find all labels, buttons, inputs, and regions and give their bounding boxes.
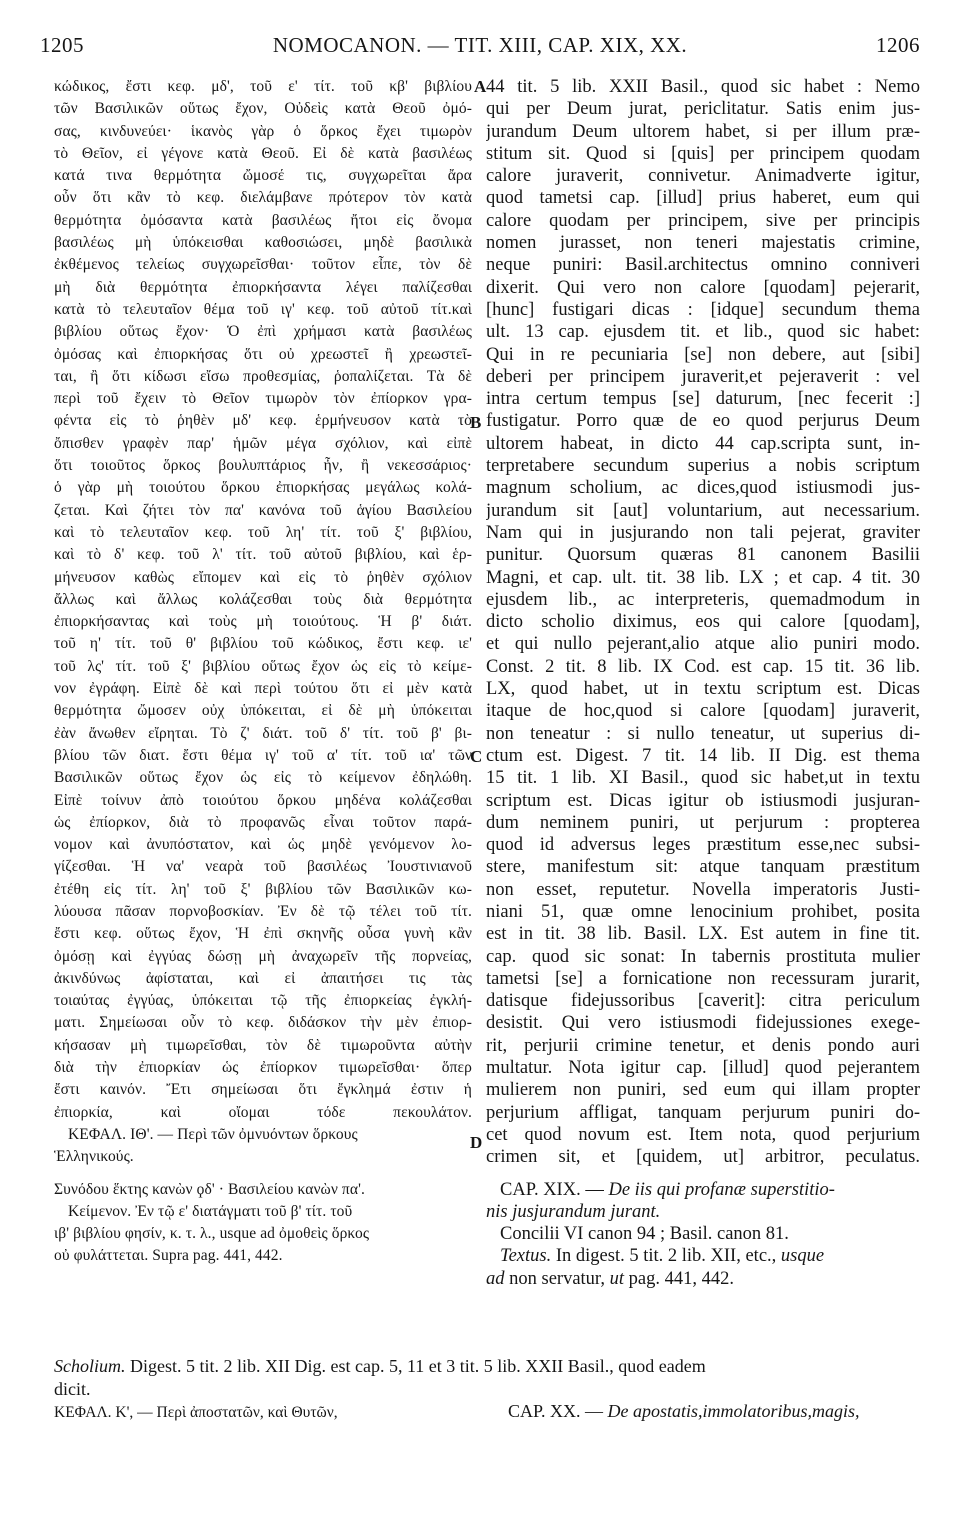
latin-text-line: dixerit. Qui vero non calore [quodam] pejerarit, xyxy=(486,277,920,298)
latin-text-line: fustigatur. Porro quæ de eo quod perjurus Deum xyxy=(486,411,920,432)
greek-cap-xx-heading: ΚΕΦΑΛ. Κ', — Περὶ ἀποστατῶν, καὶ Θυτῶν, xyxy=(54,1404,338,1421)
latin-text-line: itaque de hoc,quod si calore [quodam] juraverit, xyxy=(486,701,920,722)
greek-text-line: ἐπιορκήσαντας καὶ τοὺς μὴ τοιούτους. Ἡ β' διάτ. xyxy=(54,613,472,631)
latin-text-line: 44 tit. 5 lib. XXII Basil., quod sic habet : Nemo xyxy=(486,77,920,97)
ad-word: ad xyxy=(486,1268,510,1289)
greek-text-line: ἔστι καινόν. Ἔτι σημείωσαι ὅτι ἔγκλημά ἐστιν ἡ xyxy=(54,1081,472,1099)
scholium-line xyxy=(54,1355,920,1378)
greek-text-line: ἀκινδύνως ἀφίσταται, καὶ εἰ ἀπαιτήσει τις τὰς xyxy=(54,969,472,987)
greek-text-line: ἐπιορκία, καὶ οἴομαι τόδε πεκουλάτον. xyxy=(54,1103,472,1121)
greek-text-line: λύουσα πᾶσαν πορνοβοσκίαν. Ἐν δὲ τῷ τέλει τοῦ τίτ. xyxy=(54,902,472,920)
greek-text-line: ὄπισθεν γραφὲν παρ' ἡμῶν μέγα σχόλιον, καὶ εἰπὲ xyxy=(54,434,472,452)
latin-text-line: cap. quod sic sonat: In tabernis prostituta mulier xyxy=(486,946,920,967)
latin-text-line: intra certum tempus [se] daturum, [nec fecerit :] xyxy=(486,389,920,410)
greek-chapter-heading: Ἑλληνικούς. xyxy=(54,1148,134,1166)
latin-text-line: rit, perjurii crimine tenetur, et denis pondo auri xyxy=(486,1035,920,1056)
greek-text-line: ὅτι τοιοῦτος ὅρκος βουλυπτάριος ἦν, ἢ νεκεσσάριος· xyxy=(54,457,472,475)
greek-text-line: ἐκθέμενος τελείως συγχωρεῖσθαι· τοῦτον εἶπε, τὸν δὲ xyxy=(54,256,472,274)
margin-marker-c: C xyxy=(470,747,483,766)
greek-text-line: ἔστι κεφ. οὕτως ἔχον, Ἡ ἐπὶ σκηνῆς οὖσα γυνὴ κἂν xyxy=(54,925,472,943)
latin-text-line: ultorem habeat, in dicto 44 cap.scripta sunt, in- xyxy=(486,433,920,454)
greek-text-line: περὶ τοῦ ἔχειν τὸ Θεῖον τιμωρὸν τὸν ἐπίορκον γρα- xyxy=(54,390,472,408)
latin-text-line: Magni, et cap. ult. tit. 38 lib. LX ; et cap. 4 tit. 30 xyxy=(486,567,920,588)
greek-text-line: νομον καὶ ἀνυπόστατον, καὶ ὡς μηδὲ γενόμενον λο- xyxy=(54,836,472,854)
ut-word: ut xyxy=(609,1268,629,1289)
latin-text-line: terpretabere secundum superius a nobis scriptum xyxy=(486,456,920,477)
latin-text-line: multatur. Nota igitur cap. [illud] quod pejerantem xyxy=(486,1058,920,1079)
latin-text-line: cet quod novum est. Item nota, quod perjurium xyxy=(486,1124,920,1145)
latin-text-line: datisque fidejussoribus [caverit]: citra periculum xyxy=(486,991,920,1012)
cap-xx-heading-line xyxy=(54,1400,920,1423)
latin-text-line: nomen jurasset, non teneri majestatis crimine, xyxy=(486,233,920,254)
margin-marker-d: D xyxy=(470,1133,483,1152)
textus-ref: In digest. 5 tit. 2 lib. XII, etc., xyxy=(555,1246,781,1267)
greek-text-line: τοῦ η' τίτ. τοῦ θ' βιβλίου τοῦ κώδικος, ἔστι κεφ. ιε' xyxy=(54,635,472,653)
usque-word: usque xyxy=(780,1246,825,1267)
latin-text-line: et qui nullo pejerant,alio atque alio puniri modo. xyxy=(486,634,920,655)
latin-text-line: scriptum est. Dicas igitur ob istiusmodi jusjuran- xyxy=(486,790,920,811)
latin-text-line: LX, quod habet, ut in textu scriptum est. Dicas xyxy=(486,679,920,700)
latin-text-line: magnum scholium, ac dices,quod istiusmodi jus- xyxy=(486,478,920,499)
latin-text-line: quod id adversus leges præstitum esse,nec subsi- xyxy=(486,835,920,856)
latin-chapter-title-part: nis jusjurandum jurant. xyxy=(486,1201,661,1222)
greek-text-line: θερμότητα ὀμόσαντα κατὰ βασιλέως ἤτοι εἰς ὄνομα xyxy=(54,211,472,229)
non-servatur: non servatur, xyxy=(509,1268,610,1289)
latin-text-line: Nam qui in jusjurando non tali pejerat, graviter xyxy=(486,522,920,543)
greek-text-line: τὸ Θεῖον, εἰ γέγονε κατὰ Θεοῦ. Εἰ δὲ κατὰ βασιλέως xyxy=(54,144,472,162)
greek-text-line: ζεται. Καὶ ζήτει τὸν πα' κανόνα τοῦ ἁγίου Βασιλείου xyxy=(54,501,472,519)
greek-text-line: οὖν ὅτι κἂν τὸ κεφ. διελάμβανε πρότερον τὸν κατὰ xyxy=(54,189,472,207)
latin-chapter-title-cont xyxy=(486,1201,920,1223)
page-title: NOMOCANON. — TIT. XIII, CAP. XIX, XX. xyxy=(272,33,688,57)
greek-text-line: νον ἐγράφη. Εἰπὲ δὲ καὶ περὶ τούτου ὅτι εἰ μὲν κατὰ xyxy=(54,680,472,698)
scholium-dicit: dicit. xyxy=(54,1378,91,1399)
latin-cap-xx-heading xyxy=(508,1400,860,1423)
latin-text-line: punitur. Quorsum quæras 81 canonem Basilii xyxy=(486,545,920,566)
greek-text-line: Βασιλικῶν οὕτως ἔχον ὡς εἰς τὸ κείμενον ἐδηλώθη. xyxy=(54,769,472,787)
latin-textus-line xyxy=(486,1245,920,1267)
latin-text-column xyxy=(486,76,920,1290)
greek-text-line: μὴ διὰ θερμότητα ἐπιορκήσαντα λέγει παλίζεσθαι xyxy=(54,278,472,296)
latin-text-line: jurandum sit [aut] voluntarium, aut necessarium. xyxy=(486,500,920,521)
greek-text-line: τοῦ λς' τίτ. τοῦ ξ' βιβλίου οὕτως ἔχον ὡς εἰς τὸ κείμε- xyxy=(54,657,472,675)
latin-text-line: ult. 13 cap. ejusdem tit. et lib., quod sic habet: xyxy=(486,322,920,343)
latin-text-line: est in tit. 38 lib. Basil. LX. Est autem in fine tit. xyxy=(486,924,920,945)
latin-text-line: stitum sit. Quod si [quis] per principem quodam xyxy=(486,143,920,164)
greek-text-line: ἐτέθη εἰς τίτ. λη' τοῦ ξ' βιβλίου τῶν Βασιλικῶν κω- xyxy=(54,880,472,898)
latin-chapter-title: De iis qui profanæ superstitio- xyxy=(608,1179,835,1200)
latin-text-line: perjurium affligat, tanquam perjurum puniri do- xyxy=(486,1102,920,1123)
latin-text-line: ctum est. Digest. 7 tit. 14 lib. II Dig. est thema xyxy=(486,745,920,766)
latin-text-line: dicto scholio diximus, eos qui calore [quodam], xyxy=(486,612,920,633)
greek-text-line: ὀμόσῃ καὶ ἐγγύας δώσῃ μὴ ἀναχωρεῖν τῆς πορνείας, xyxy=(54,947,472,965)
greek-text-line: ἄλλως καὶ ἄλλως κολάζεσθαι τοὺς διὰ θερμότητα xyxy=(54,590,472,608)
latin-cap-xx-label: CAP. XX. — xyxy=(508,1401,604,1421)
latin-text-line: desistit. Qui vero istiusmodi fidejussiones exege- xyxy=(486,1013,920,1034)
greek-text-line: διὰ τὴν ἐπιορκίαν ὡς ἐπίορκον τιμωρεῖσθαι· ὅπερ xyxy=(54,1059,472,1077)
latin-chapter-heading xyxy=(486,1179,920,1201)
greek-text-line: καὶ τὸ δ' κεφ. τοῦ λ' τίτ. τοῦ αὐτοῦ βιβλίου, καὶ ἑρ- xyxy=(54,546,472,564)
latin-text-line: Qui in re pecuniaria [se] non debere, aut [sibi] xyxy=(486,344,920,365)
greek-text-line: Εἰπὲ τοίνυν ἀπὸ τοιούτου ὅρκου μηδένα κολάζεσθαι xyxy=(54,791,472,809)
latin-text-line: ejusdem lib., ac interpreteris, quemadmodum in xyxy=(486,589,920,610)
greek-text-line: Συνόδου ἕκτης κανὼν ϙδ' · Βασιλείου κανὼν πα'. xyxy=(54,1180,365,1198)
latin-text-line: crimen sit, et [quidem, ut] arbitror, peculatus. xyxy=(486,1147,920,1168)
greek-chapter-heading: ΚΕΦΑΛ. ΙΘ'. — Περὶ τῶν ὀμνυόντων ὅρκους xyxy=(68,1125,358,1143)
latin-text-line: dum neminem puniri, ut perjurum : propterea xyxy=(486,812,920,833)
latin-text-line: [hunc] fustigari dicas : [idque] secundum thema xyxy=(486,299,920,320)
latin-text-line: mulierem non puniri, sed eum qui illam propter xyxy=(486,1080,920,1101)
latin-text-line: tametsi [se] a fornicatione non recessuram jurarit, xyxy=(486,968,920,989)
greek-text-line: ὁ γὰρ μὴ τοιούτου ὅρκου ἐπιορκήσας μεγάλως κολά- xyxy=(54,479,472,497)
greek-text-line: γίζεσθαι. Ἡ να' νεαρὰ τοῦ βασιλέως Ἰουστινιανοῦ xyxy=(54,858,472,876)
latin-text-line: jurandum Deum ultorem habet, si per illum præ- xyxy=(486,121,920,142)
latin-text-line: deberi per principem juraverit,et pejeraverit : vel xyxy=(486,366,920,387)
latin-chapter-label: CAP. XIX. — xyxy=(500,1179,609,1200)
running-header xyxy=(40,33,920,67)
greek-text-line: θερμότητα ὤμοσεν οὐχ ὑπόκειται, εἰ δὲ μὴ ὑπόκειται xyxy=(54,702,472,720)
margin-marker-b: B xyxy=(470,413,482,432)
latin-cap-xx-title: De apostatis,immolatoribus,magis, xyxy=(607,1401,860,1421)
greek-text-line: σας, κινδυνεύει· ἱκανὸς γὰρ ὁ ὅρκος ἔχει τιμωρὸν xyxy=(54,122,472,140)
latin-text-line: niani 51, quæ omne lenocinium prohibet, posita xyxy=(486,901,920,922)
latin-text-line: neque puniri: Basil.architectus omnino conniveri xyxy=(486,255,920,276)
greek-text-line: Κείμενον. Ἐν τῷ ε' διατάγματι τοῦ β' τίτ. τοῦ xyxy=(68,1202,353,1220)
latin-text-line: calore juraverit, connivetur. Animadverte igitur, xyxy=(486,166,920,187)
greek-text-line: βασιλέως μὴ ὑπόκεισθαι καθοσιώσει, μηδὲ βασιλικὰ xyxy=(54,234,472,252)
latin-text-line: Concilii VI canon 94 ; Basil. canon 81. xyxy=(500,1224,789,1245)
latin-text-line: 15 tit. 1 lib. XI Basil., quod sic habet,ut in textu xyxy=(486,768,920,789)
greek-text-line: κατά τινα θερμότητα ὤμοσέ τις, συγχωρεῖται ἄρα xyxy=(54,167,472,185)
textus-label: Textus. xyxy=(500,1246,556,1267)
greek-text-line: βιβλίου οὕτως ἔχον· Ὁ ἐπὶ χρήμασι κατὰ βασιλέως xyxy=(54,323,472,341)
latin-text-line: non teneatur : si nullo teneatur, ut superius di- xyxy=(486,723,920,744)
greek-text-line: ιβ' βιβλίου φησίν, κ. τ. λ., usque ad ὀμοθεὶς ὅρκος xyxy=(54,1225,370,1243)
latin-text-line: non esset, reputetur. Novella imperatoris Justi- xyxy=(486,879,920,900)
greek-text-line: κώδικος, ἔστι κεφ. μδ', τοῦ ε' τίτ. τοῦ κβ' βιβλίου xyxy=(54,78,472,95)
greek-text-line: κήσασαν μὴ τιμωρεῖσθαι, τὸν δὲ τιμωροῦντα αὐτὴν xyxy=(54,1036,472,1054)
page-number-right: 1206 xyxy=(876,33,920,57)
greek-text-line: οὐ φυλάττεται. Supra pag. 441, 442. xyxy=(54,1247,283,1265)
greek-text-line: τοιαύτας ἐγγύας, ὑπόκειται τῷ τῆς ἐπιορκείας ἐγκλή- xyxy=(54,992,472,1010)
scholium-label: Scholium. xyxy=(54,1356,126,1376)
greek-text-line: ὀμόσας καὶ ἐπιορκήσας ὅτι οὐ χρεωστεῖ ἢ χρεωστεῖ- xyxy=(54,345,472,363)
page-number-left: 1205 xyxy=(40,33,84,57)
latin-text-line: calore quodam per principem, sive per principis xyxy=(486,210,920,231)
scholium-text: Digest. 5 tit. 2 lib. XII Dig. est cap. 5, 11 et 3 tit. 5 lib. XXII Basil., quod eadem xyxy=(130,1356,706,1376)
greek-text-column xyxy=(54,76,472,1268)
greek-text-line: καὶ τὸ τελευταῖον κεφ. τοῦ λη' τίτ. τοῦ ξ' βιβλίου, xyxy=(54,523,472,541)
greek-text-line: ματι. Σημείωσαι οὖν τὸ κεφ. διδάσκον τὴν μὲν ἐπιορ- xyxy=(54,1014,472,1032)
greek-text-line: ὡς ἐπίορκον, διὰ τὸ προφανῶς εἶναι τοῦτον παρά- xyxy=(54,813,472,831)
latin-text-line xyxy=(486,1268,920,1290)
greek-text-line: φέντα εἰς τὸ ῥηθὲν μδ' κεφ. ἑρμήνευσον κατὰ τὸ xyxy=(54,412,472,430)
bottom-section xyxy=(54,1355,920,1423)
latin-text-line: quod tametsi cap. [illud] prius haberet, eum qui xyxy=(486,188,920,209)
margin-marker-a: A xyxy=(474,77,487,96)
page-ref: pag. 441, 442. xyxy=(628,1268,734,1289)
greek-text-line: ται, ἢ ὅτι κίδωσι εἴσω προθεσμίας, ῥοπαλίζεται. Τὰ δὲ xyxy=(54,367,472,385)
latin-text-line: stere, manifestum sit: atque tanquam præstitum xyxy=(486,857,920,878)
greek-text-line: κατὰ τὸ τελευταῖον θέμα τοῦ ιγ' κεφ. τοῦ αὐτοῦ τίτ.καὶ xyxy=(54,300,472,318)
latin-text-line: qui per Deum jurat, periclitatur. Satis enim jus- xyxy=(486,99,920,120)
greek-text-line: ἐὰν ἄνωθεν εἴρηται. Τὸ ζ' διάτ. τοῦ δ' τίτ. τοῦ β' βι- xyxy=(54,724,472,742)
greek-text-line: μήνευσον καθὼς εἴπομεν καὶ εἰς τὸ ῥηθὲν σχόλιον xyxy=(54,568,472,586)
greek-text-line: βλίου τῶν διατ. ἔστι θέμα ιγ' τοῦ α' τίτ. τοῦ ια' τῶν xyxy=(54,746,472,764)
greek-text-line: τῶν Βασιλικῶν οὕτως ἔχον, Οὐδεὶς κατὰ Θεοῦ ὀμό- xyxy=(54,100,472,118)
latin-text-line: Const. 2 tit. 8 lib. IX Cod. est cap. 15 tit. 36 lib. xyxy=(486,656,920,677)
